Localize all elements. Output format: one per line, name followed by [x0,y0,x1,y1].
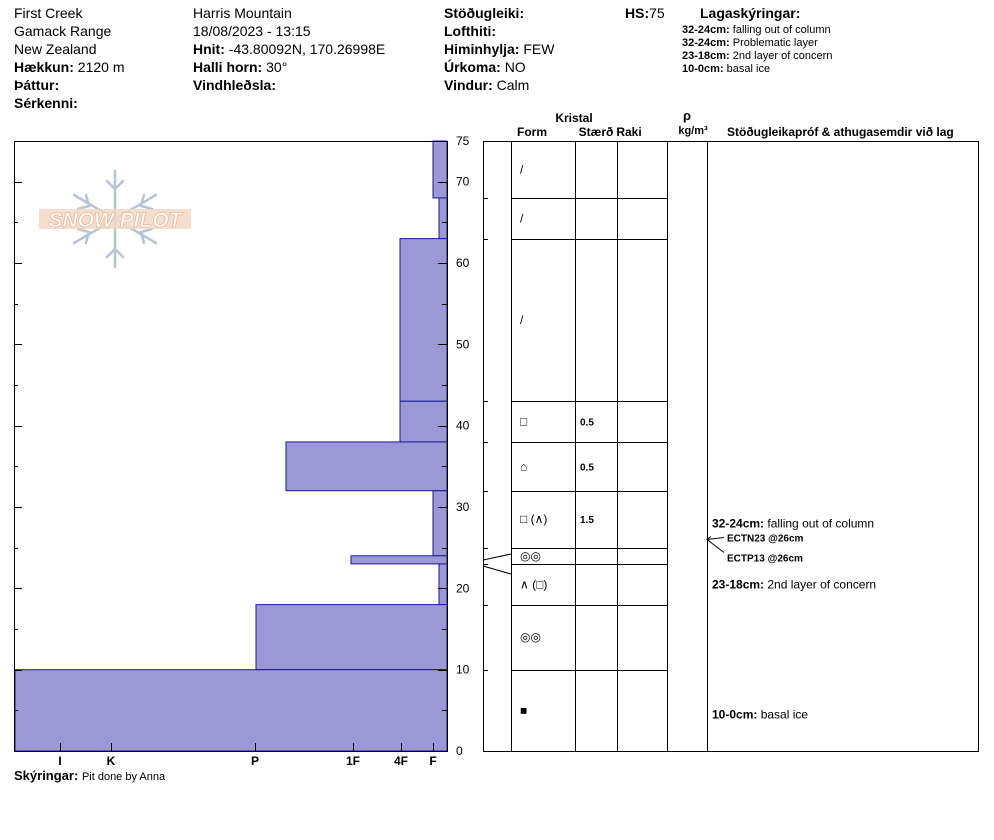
depth-tick-label: 70 [456,174,470,189]
col-header-kristal: Kristal [555,111,593,125]
depth-tick-label: 30 [456,500,470,514]
crystal-form: / [520,162,524,177]
footer-comments-label: Skýringar: [14,768,79,783]
legend-item: 10-0cm: basal ice [682,63,771,75]
col-header-density: kg/m³ [678,125,708,137]
hardness-bar [286,442,447,491]
precip-value: NO [504,59,526,75]
hardness-bar [433,141,447,198]
precip-label: Úrkoma: [444,59,501,75]
hardness-bar [256,605,447,670]
mountain-name: Harris Mountain [193,5,292,21]
stability-label: Stöðugleiki: [444,5,525,21]
crystal-size: 0.5 [580,462,594,474]
slope-value: 30° [266,59,288,75]
legend-item: 32-24cm: falling out of column [682,24,831,36]
elevation-label: Hækkun: [14,59,74,75]
crystal-form: ∧ (□) [520,577,548,592]
hardness-tick-label: I [58,754,62,768]
hs-label: HS: [625,5,650,21]
sky-value: FEW [523,41,555,57]
aspect-label: Þáttur: [14,77,60,93]
crystal-form: □ [520,414,528,429]
wind-label: Vindur: [444,77,493,93]
coordinates-label: Hnit: [193,41,225,57]
legend-item: 23-18cm: 2nd layer of concern [682,50,833,62]
legend-item: 32-24cm: Problematic layer [682,37,818,49]
elevation-value: 2120 m [77,59,125,75]
crystal-cells [520,162,594,717]
stability-tests [707,534,804,565]
crystal-table-frame [484,141,979,752]
col-header-size: Stærð [578,125,614,139]
sky-label: Himinhylja: [444,41,520,57]
footer-comments [14,767,165,786]
col-header-rho: ρ [682,108,692,123]
depth-tick-label: 50 [456,337,470,352]
hardness-bar [15,670,447,751]
col-header-moisture: Raki [616,125,642,139]
crystal-size: 0.5 [580,417,594,429]
hardness-bar [439,564,447,605]
crystal-form: ■ [520,703,528,718]
crystal-form: / [520,211,524,226]
layer-comment: 32-24cm: falling out of column [712,516,875,531]
location-name: First Creek [14,5,83,21]
layer-comment: 23-18cm: 2nd layer of concern [712,577,877,592]
connector-line [483,554,511,560]
slope-label: Halli horn: [193,59,263,75]
hardness-bars [15,141,447,751]
left-axis-ticks [14,142,22,752]
layer-comment: 10-0cm: basal ice [712,707,809,722]
snowpilot-logo-text: SNOW PILOT [48,209,182,232]
snowpilot-logo [39,171,191,267]
hs-value: 75 [649,5,665,21]
wind-loading-label: Vindhleðsla: [193,77,276,93]
col-header-form: Form [517,125,547,139]
crystal-size: 1.5 [580,515,594,527]
layer-comments [712,516,876,721]
crystal-form: / [520,312,524,327]
legend-title: Lagaskýringar: [700,5,801,21]
crystal-form: ⌂ [520,459,528,474]
depth-tick-label: 60 [456,256,470,270]
stability-test-label: ECTP13 @26cm [727,553,803,565]
range-name: Gamack Range [14,23,112,39]
crystal-form: ◎◎ [520,630,541,645]
observation-datetime: 18/08/2023 - 13:15 [193,23,311,39]
features-label: Sérkenni: [14,95,78,111]
hardness-tick-label: 4F [393,754,409,768]
crystal-form: ◎◎ [520,548,541,563]
coordinates-value: -43.80092N, 170.26998E [228,41,386,57]
hardness-tick-label: F [429,754,437,768]
wind-value: Calm [496,77,530,93]
hardness-bar [433,491,447,556]
footer-comments-value: Pit done by Anna [81,771,166,783]
hardness-tick-label: K [106,754,116,768]
connector-line [483,566,511,574]
depth-tick-label: 75 [456,134,470,148]
depth-tick-label: 0 [456,744,463,758]
stability-test-label: ECTN23 @26cm [727,533,804,545]
depth-tick-label: 20 [456,581,470,596]
col-header-comments: Stöðugleikapróf & athugasemdir við lag [727,125,954,139]
country-name: New Zealand [14,41,97,57]
hardness-tick-label: P [250,754,260,768]
depth-tick-label: 40 [456,418,470,433]
hardness-bar [400,401,447,442]
crystal-form: □ (∧) [520,512,548,527]
hardness-tick-label: 1F [345,754,361,768]
hardness-bar [351,556,447,564]
hardness-bar [439,198,447,239]
depth-tick-label: 10 [456,662,470,677]
air-temp-label: Lofthiti: [444,23,497,39]
